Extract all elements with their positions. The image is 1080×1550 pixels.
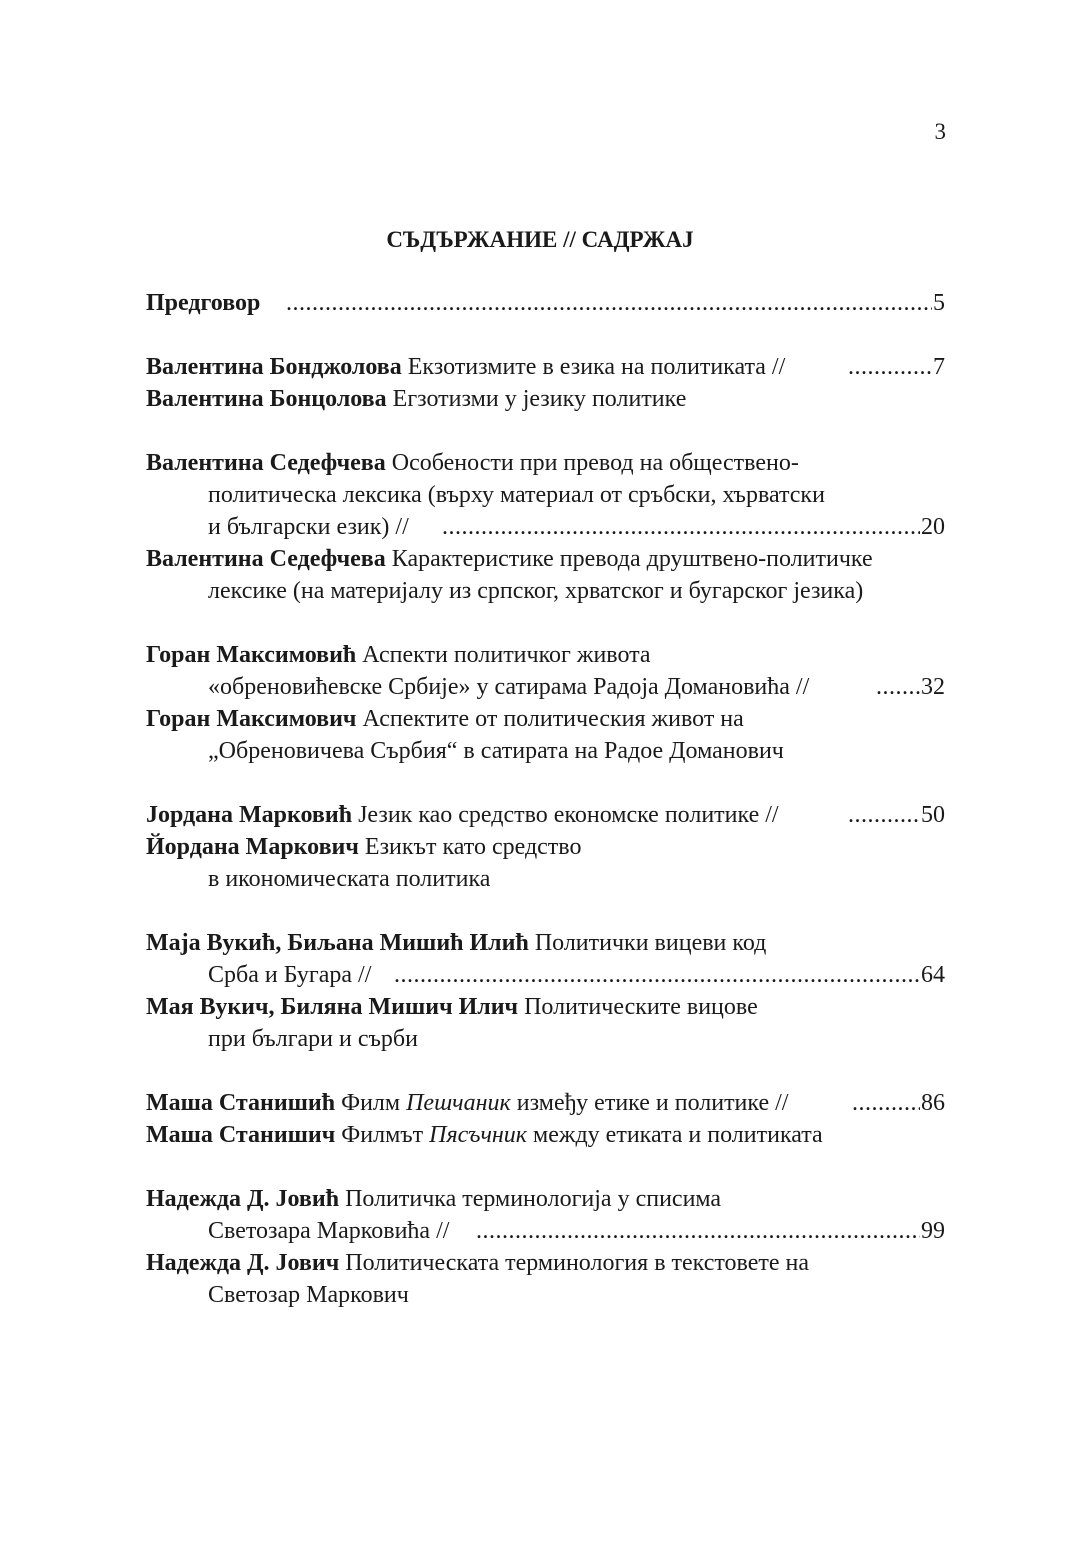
- toc-line: [146, 447, 945, 479]
- toc-line: [146, 1183, 945, 1215]
- toc-title: Особености при превод на обществено-: [391, 450, 799, 476]
- toc-title: Светозар Маркович: [208, 1282, 409, 1308]
- toc-line: [146, 799, 945, 831]
- toc-author: Валентина Седефчева: [146, 450, 386, 476]
- toc-entry[interactable]: [146, 447, 945, 607]
- dot-leader: [476, 1215, 945, 1247]
- toc-title: «обреновићевске Србије» у сатирама Радоја Домановића //: [208, 674, 810, 700]
- toc-title: и български език) //: [208, 514, 409, 540]
- toc-line: [146, 511, 945, 543]
- toc-title: Политическите вицове: [524, 994, 758, 1020]
- toc-line: [146, 991, 945, 1023]
- toc-entry[interactable]: [146, 639, 945, 767]
- toc-title: Аспекти политичког живота: [362, 642, 651, 668]
- toc-title-part: Филмът: [341, 1122, 424, 1148]
- toc-page-number: 32: [920, 671, 945, 703]
- toc-page-number: 99: [920, 1215, 945, 1247]
- toc-line: [146, 959, 945, 991]
- table-of-contents: [146, 287, 945, 1343]
- toc-author: Йордана Маркович: [146, 834, 359, 860]
- toc-title: Срба и Бугара //: [208, 962, 372, 988]
- toc-title: Политички вицеви код: [534, 930, 767, 956]
- toc-line: [146, 287, 945, 319]
- toc-author: Валентина Бонджолова: [146, 354, 402, 380]
- toc-title: Политическата терминология в текстовете на: [345, 1250, 810, 1276]
- toc-title: Предговор: [146, 290, 261, 316]
- toc-title: Политичка терминологија у списима: [345, 1186, 722, 1212]
- toc-line: [146, 1023, 945, 1055]
- toc-author: Маја Вукић, Биљана Мишић Илић: [146, 930, 529, 956]
- toc-title: Карактеристике превода друштвено-политичке: [391, 546, 873, 572]
- toc-entry[interactable]: [146, 1087, 945, 1151]
- toc-page-number: 64: [920, 959, 945, 991]
- toc-author: Горан Максимовић: [146, 642, 357, 668]
- toc-line: [146, 703, 945, 735]
- dot-leader: [286, 287, 945, 319]
- toc-title: Светозара Марковића //: [208, 1218, 450, 1244]
- toc-title: Језик као средство економске политике //: [358, 802, 779, 828]
- toc-entry[interactable]: [146, 351, 945, 415]
- toc-author: Надежда Д. Јовић: [146, 1186, 340, 1212]
- toc-title: лексике (на материјалу из српског, хрватског и бугарског језика): [208, 578, 864, 604]
- toc-title: Екзотизмите в езика на политиката //: [407, 354, 786, 380]
- toc-line: [146, 351, 945, 383]
- toc-line: [146, 639, 945, 671]
- toc-page-number: 86: [920, 1087, 945, 1119]
- toc-entry-preface[interactable]: [146, 287, 945, 319]
- toc-line: [146, 1247, 945, 1279]
- toc-line: [146, 1087, 945, 1119]
- toc-author: Валентина Бонцолова: [146, 386, 387, 412]
- toc-author: Валентина Седефчева: [146, 546, 386, 572]
- toc-line: [146, 1215, 945, 1247]
- toc-page-number: 7: [932, 351, 945, 383]
- toc-title-part: између етике и политике //: [516, 1090, 789, 1116]
- toc-title: Езикът като средство: [364, 834, 582, 860]
- toc-line: [146, 1279, 945, 1311]
- toc-line: [146, 671, 945, 703]
- toc-title: Егзотизми у језику политике: [392, 386, 687, 412]
- toc-page-number: 50: [920, 799, 945, 831]
- toc-entry[interactable]: [146, 927, 945, 1055]
- toc-author: Маша Станишић: [146, 1090, 336, 1116]
- page-number: 3: [934, 119, 946, 144]
- toc-line: [146, 575, 945, 607]
- toc-entry[interactable]: [146, 799, 945, 895]
- toc-title: в икономическата политика: [208, 866, 491, 892]
- toc-author: Горан Максимович: [146, 706, 357, 732]
- toc-line: [146, 479, 945, 511]
- toc-line: [146, 863, 945, 895]
- toc-page-number: 20: [920, 511, 945, 543]
- toc-page-number: 5: [932, 287, 945, 319]
- toc-author: Мая Вукич, Биляна Мишич Илич: [146, 994, 519, 1020]
- toc-line: [146, 383, 945, 415]
- toc-title-part: Филм: [341, 1090, 401, 1116]
- toc-entry[interactable]: [146, 1183, 945, 1311]
- toc-line: [146, 1119, 945, 1151]
- toc-line: [146, 735, 945, 767]
- toc-line: [146, 927, 945, 959]
- dot-leader: [442, 511, 945, 543]
- toc-title-part: между етиката и политиката: [533, 1122, 823, 1148]
- toc-line: [146, 831, 945, 863]
- dot-leader: [848, 351, 945, 383]
- page-title: СЪДЪРЖАНИЕ // САДРЖАЈ: [386, 227, 694, 252]
- toc-author: Маша Станишич: [146, 1122, 336, 1148]
- film-title: Пясъчник: [429, 1122, 528, 1148]
- toc-title: „Обреновичева Сърбия“ в сатирата на Радое Доманович: [208, 738, 784, 764]
- dot-leader: [394, 959, 945, 991]
- film-title: Пешчаник: [406, 1090, 511, 1116]
- toc-line: [146, 543, 945, 575]
- toc-title: политическа лексика (върху материал от сръбски, хърватски: [208, 482, 825, 508]
- toc-author: Јордана Марковић: [146, 802, 353, 828]
- toc-author: Надежда Д. Јович: [146, 1250, 340, 1276]
- toc-title: при българи и сърби: [208, 1026, 418, 1052]
- toc-title: Аспектите от политическия живот на: [362, 706, 744, 732]
